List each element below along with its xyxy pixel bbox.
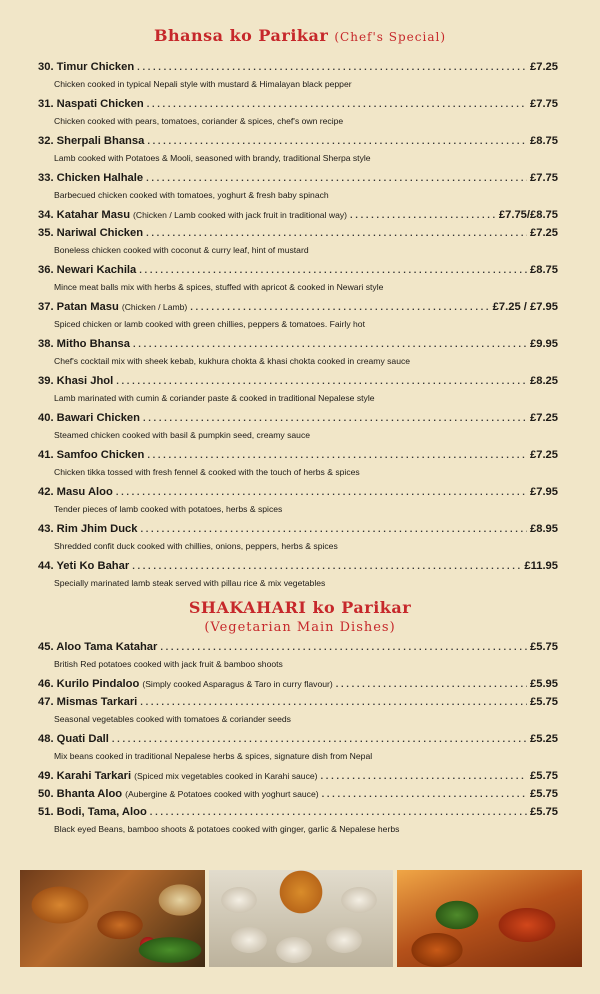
menu-item	[38, 95, 558, 132]
menu-item-row	[38, 446, 558, 464]
menu-item	[38, 132, 558, 169]
section-heading-chefs-special	[0, 26, 600, 45]
menu-item-row	[38, 803, 558, 821]
dish-name: 38. Mitho Bhansa	[38, 338, 131, 350]
chefs-special-menu	[38, 58, 558, 594]
menu-item-row	[38, 224, 558, 242]
dish-price: £7.75/£8.75	[498, 209, 558, 221]
menu-item	[38, 261, 558, 298]
vegetarian-menu	[38, 638, 558, 840]
dish-name: 49. Karahi Tarkari	[38, 770, 132, 782]
menu-item-row	[38, 58, 558, 76]
dish-price: £8.75	[530, 264, 558, 276]
dish-price: £9.95	[530, 338, 558, 350]
dish-name: 39. Khasi Jhol	[38, 375, 114, 387]
tikka-platter-photo	[20, 870, 205, 967]
dish-price: £5.75	[530, 770, 558, 782]
dish-price: £5.75	[530, 788, 558, 800]
leader-dots	[133, 336, 527, 354]
leader-dots	[147, 133, 527, 151]
dish-description: Barbecued chicken cooked with tomatoes, yoghurt & fresh baby spinach	[54, 190, 329, 200]
dish-name: 30. Timur Chicken	[38, 61, 135, 73]
leader-dots	[350, 207, 496, 225]
momo-dumplings-photo	[209, 870, 394, 967]
heading-sub: (Chef's Special)	[334, 30, 447, 44]
leader-dots	[132, 558, 521, 576]
menu-item	[38, 169, 558, 206]
dish-name: 46. Kurilo Pindaloo	[38, 678, 140, 690]
dish-description: Lamb cooked with Potatoes & Mooli, seasoned with brandy, traditional Sherpa style	[54, 153, 371, 163]
dish-name: 51. Bodi, Tama, Aloo	[38, 806, 147, 818]
leader-dots	[146, 170, 527, 188]
menu-item	[38, 557, 558, 594]
dish-name: 36. Newari Kachila	[38, 264, 137, 276]
dish-description: Chicken tikka tossed with fresh fennel & cooked with the touch of herbs & spices	[54, 467, 360, 477]
dish-description: Shredded confit duck cooked with chillies, onions, peppers, herbs & spices	[54, 541, 338, 551]
dish-name: 41. Samfoo Chicken	[38, 449, 145, 461]
dish-price: £7.75	[530, 98, 558, 110]
dish-note: (Spiced mix vegetables cooked in Karahi sauce)	[134, 771, 318, 781]
dish-description: Black eyed Beans, bamboo shoots & potatoes cooked with ginger, garlic & Nepalese herbs	[54, 824, 400, 834]
menu-item	[38, 767, 558, 785]
leader-dots	[150, 804, 527, 822]
menu-item-row	[38, 169, 558, 187]
menu-item	[38, 520, 558, 557]
dish-description: Chef's cocktail mix with sheek kebab, kukhura chokta & khasi chokta cooked in creamy sauce	[54, 356, 411, 366]
menu-item	[38, 803, 558, 840]
menu-item-row	[38, 261, 558, 279]
dish-note: (Simply cooked Asparagus & Taro in curry flavour)	[142, 679, 333, 689]
dish-name: 31. Naspati Chicken	[38, 98, 144, 110]
leader-dots	[146, 225, 527, 243]
curry-dish-photo	[397, 870, 582, 967]
dish-price: £11.95	[524, 560, 558, 572]
dish-note: (Chicken / Lamb)	[121, 302, 188, 312]
menu-item	[38, 409, 558, 446]
food-photo-strip	[20, 870, 582, 967]
dish-price: £7.25	[530, 449, 558, 461]
menu-item-row	[38, 409, 558, 427]
dish-price: £5.75	[530, 806, 558, 818]
dish-name: 34. Katahar Masu	[38, 209, 131, 221]
leader-dots	[116, 373, 527, 391]
menu-item	[38, 224, 558, 261]
dish-price: £8.75	[530, 135, 558, 147]
dish-name: 45. Aloo Tama Katahar	[38, 641, 158, 653]
menu-item	[38, 298, 558, 335]
dish-description: Tender pieces of lamb cooked with potatoes, herbs & spices	[54, 504, 283, 514]
menu-item	[38, 335, 558, 372]
dish-price: £7.25	[530, 61, 558, 73]
dish-description: Mix beans cooked in traditional Nepalese herbs & spices, signature dish from Nepal	[54, 751, 373, 761]
leader-dots	[143, 410, 527, 428]
dish-name: 42. Masu Aloo	[38, 486, 113, 498]
menu-item-row	[38, 520, 558, 538]
menu-item-row	[38, 132, 558, 150]
dish-price: £7.75	[530, 172, 558, 184]
dish-description: Spiced chicken or lamb cooked with green chillies, peppers & tomatoes. Fairly hot	[54, 319, 365, 329]
heading-main: SHAKAHARI ko Parikar	[188, 598, 412, 617]
dish-name: 48. Quati Dall	[38, 733, 109, 745]
dish-price: £5.75	[530, 696, 558, 708]
section-subheading-vegetarian: (Vegetarian Main Dishes)	[204, 620, 396, 635]
dish-description: British Red potatoes cooked with jack fruit & bamboo shoots	[54, 659, 283, 669]
menu-item-row	[38, 785, 558, 803]
menu-item	[38, 638, 558, 675]
dish-price: £5.25	[530, 733, 558, 745]
menu-item	[38, 446, 558, 483]
dish-name: 50. Bhanta Aloo	[38, 788, 123, 800]
menu-item-row	[38, 557, 558, 575]
leader-dots	[112, 731, 527, 749]
dish-name: 43. Rim Jhim Duck	[38, 523, 138, 535]
menu-item	[38, 675, 558, 693]
leader-dots	[321, 768, 527, 786]
dish-description: Chicken cooked with pears, tomatoes, coriander & spices, chef's own recipe	[54, 116, 344, 126]
leader-dots	[160, 639, 527, 657]
dish-name: 35. Nariwal Chicken	[38, 227, 144, 239]
leader-dots	[190, 299, 489, 317]
menu-item	[38, 730, 558, 767]
menu-item-row	[38, 638, 558, 656]
dish-price: £7.95	[530, 486, 558, 498]
menu-item	[38, 785, 558, 803]
dish-price: £7.25	[530, 227, 558, 239]
section-heading-vegetarian	[0, 598, 600, 617]
menu-item-row	[38, 483, 558, 501]
dish-description: Chicken cooked in typical Nepali style with mustard & Himalayan black pepper	[54, 79, 352, 89]
dish-description: Lamb marinated with cumin & coriander paste & cooked in traditional Nepalese style	[54, 393, 375, 403]
menu-item	[38, 206, 558, 224]
leader-dots	[147, 447, 527, 465]
menu-item-row	[38, 95, 558, 113]
dish-price: £8.95	[530, 523, 558, 535]
dish-description: Seasonal vegetables cooked with tomatoes & coriander seeds	[54, 714, 291, 724]
dish-note: (Chicken / Lamb cooked with jack fruit in traditional way)	[133, 210, 348, 220]
dish-price: £8.25	[530, 375, 558, 387]
menu-item-row	[38, 298, 558, 316]
leader-dots	[140, 694, 527, 712]
heading-main: Bhansa ko Parikar	[153, 26, 329, 45]
menu-item-row	[38, 675, 558, 693]
dish-note: (Aubergine & Potatoes cooked with yoghurt sauce)	[125, 789, 319, 799]
dish-price: £5.75	[530, 641, 558, 653]
dish-description: Boneless chicken cooked with coconut & curry leaf, hint of mustard	[54, 245, 309, 255]
menu-item-row	[38, 206, 558, 224]
dish-name: 33. Chicken Halhale	[38, 172, 144, 184]
menu-item	[38, 483, 558, 520]
dish-name: 47. Mismas Tarkari	[38, 696, 138, 708]
dish-name: 32. Sherpali Bhansa	[38, 135, 145, 147]
dish-description: Steamed chicken cooked with basil & pumpkin seed, creamy sauce	[54, 430, 311, 440]
leader-dots	[322, 786, 527, 804]
dish-name: 37. Patan Masu	[38, 301, 119, 313]
dish-price: £5.95	[530, 678, 558, 690]
dish-description: Mince meat balls mix with herbs & spices, stuffed with apricot & cooked in Newari style	[54, 282, 384, 292]
menu-item-row	[38, 730, 558, 748]
dish-name: 40. Bawari Chicken	[38, 412, 140, 424]
menu-item-row	[38, 693, 558, 711]
dish-price: £7.25 / £7.95	[492, 301, 558, 313]
dish-name: 44. Yeti Ko Bahar	[38, 560, 130, 572]
leader-dots	[116, 484, 527, 502]
menu-item	[38, 693, 558, 730]
leader-dots	[336, 676, 527, 694]
leader-dots	[137, 59, 527, 77]
menu-item	[38, 372, 558, 409]
dish-description: Specially marinated lamb steak served with pillau rice & mix vegetables	[54, 578, 326, 588]
menu-item-row	[38, 335, 558, 353]
leader-dots	[147, 96, 527, 114]
menu-item-row	[38, 372, 558, 390]
dish-price: £7.25	[530, 412, 558, 424]
leader-dots	[140, 521, 527, 539]
menu-item-row	[38, 767, 558, 785]
leader-dots	[139, 262, 527, 280]
menu-item	[38, 58, 558, 95]
